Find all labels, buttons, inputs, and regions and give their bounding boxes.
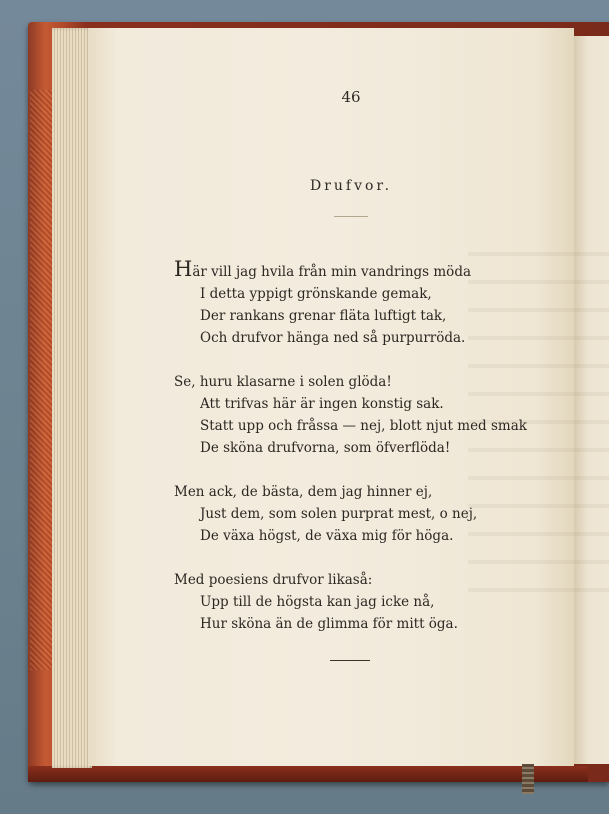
stanza-1 (174, 258, 564, 349)
stanza-3 (174, 481, 564, 547)
poem-line: Med poesiens drufvor likaså: (174, 572, 373, 588)
cover-bottom-edge (28, 766, 588, 782)
poem-line: De växa högst, de växa mig för höga. (200, 528, 454, 544)
page-number: 46 (341, 88, 361, 106)
poem-line: Att trifvas här är ingen konstig sak. (200, 396, 444, 412)
cover-leather-texture (30, 90, 52, 670)
page-stack-edges (52, 28, 92, 768)
poem-line: Och drufvor hänga ned så purpurröda. (200, 330, 466, 346)
poem-line: Hur sköna än de glimma för mitt öga. (200, 616, 458, 632)
stanza-2 (174, 371, 564, 459)
poem-line: I detta yppigt grönskande gemak, (200, 286, 432, 302)
poem-line: Se, huru klasarne i solen glöda! (174, 374, 392, 390)
poem-line: Men ack, de bästa, dem jag hinner ej, (174, 484, 433, 500)
poem-line: Här vill jag hvila från min vandrings möda (174, 257, 472, 281)
poem-body (174, 258, 564, 657)
poem-line: Statt upp och fråssa — nej, blott njut med smak (200, 418, 527, 434)
poem-line: Der rankans grenar fläta luftigt tak, (200, 308, 447, 324)
bookmark-ribbon (522, 764, 534, 794)
end-rule (330, 660, 370, 661)
poem-title: Drufvor. (309, 178, 393, 194)
book-page (88, 28, 574, 766)
drop-initial: H (174, 257, 193, 281)
title-rule (334, 216, 368, 217)
poem-line: Upp till de högsta kan jag icke nå, (200, 594, 435, 610)
poem-line: Just dem, som solen purprat mest, o nej, (200, 506, 478, 522)
poem-line: De sköna drufvorna, som öfverflöda! (200, 440, 451, 456)
stanza-4 (174, 569, 564, 635)
